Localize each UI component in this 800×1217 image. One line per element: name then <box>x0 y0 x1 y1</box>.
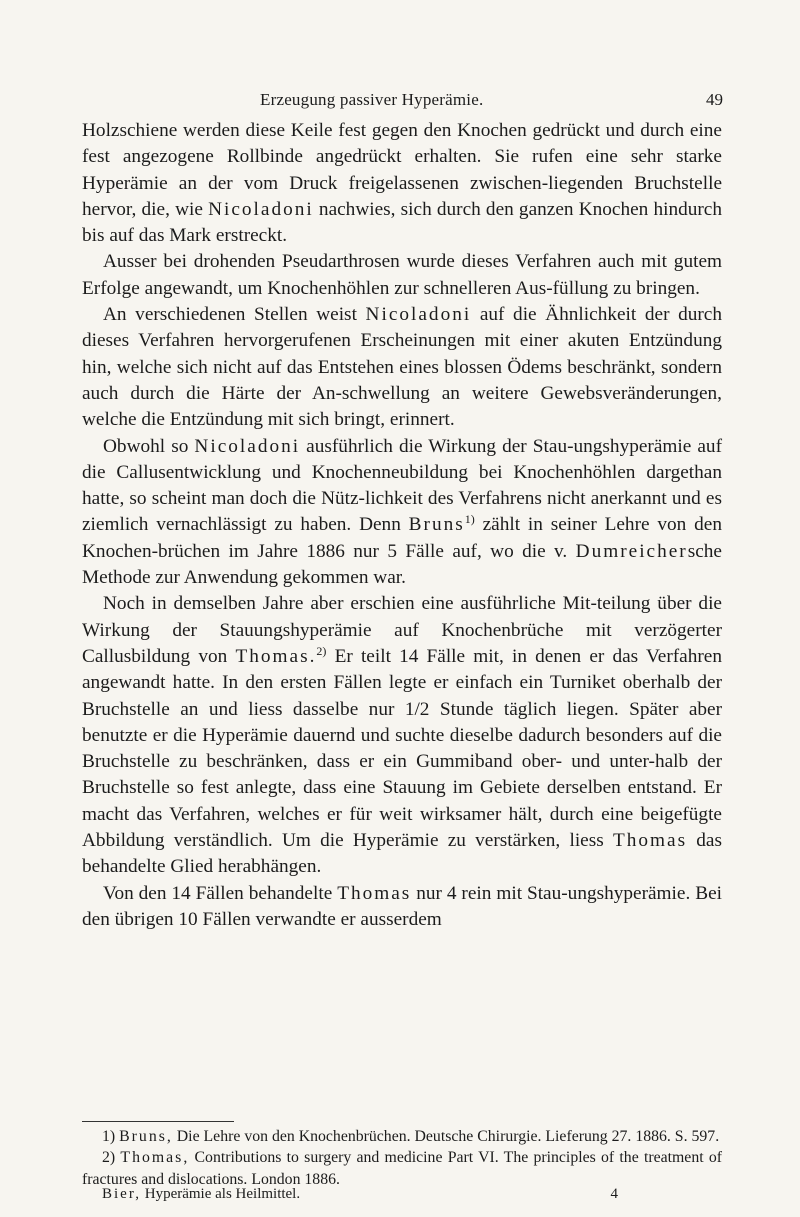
paragraph-2: Ausser bei drohenden Pseudarthrosen wurde dieses Verfahren auch mit gutem Erfolge angewandt, um Knochenhöhlen zur schnelleren Aus-füllung zu bringen. <box>82 251 722 299</box>
author-name: Thomas <box>612 830 688 852</box>
paragraph-5: Noch in demselben Jahre aber erschien eine ausführliche Mit-teilung über die Wirkung der Stauungshyperämie auf Knochenbrüche mit verzögerter Callusbildung von Thomas.$^{2)}$ Er teilt 14 Fälle mit, in denen er das Verfahren angewandt hatte. In den ersten Fällen legte er einfach ein Turniket oberhalb der Bruchstelle an und liess dasselbe nur 1/2 Stunde täglich liegen. Später aber benutzte er die Hyperämie dauernd und suchte dieselbe dadurch besonders auf die Bruchstelle zu beschränken, dass er ein Gummiband ober- und unter-halb der Bruchstelle so fest anlegte, dass eine Stauung im Gebiete derselben entstand. Er macht das Verfahren, welches er für weit wirksamer hält, durch eine beigefügte Abbildung verständlich. Um die Hyperämie zu verstärken, liess Thomas das behandelte Glied herabhängen. <box>82 593 722 878</box>
paragraph-1: Holzschiene werden diese Keile fest gegen den Knochen gedrückt und durch eine fest angezogene Rollbinde angedrückt erhalten. Sie rufen eine sehr starke Hyperämie an der vom Druck freigelassenen zwischen-liegenden Bruchstelle hervor, die, wie Nicoladoni nachwies, sich durch den ganzen Knochen hindurch bis auf das Mark erstreckt. <box>82 120 722 247</box>
author-name: Nicoladoni <box>208 198 314 220</box>
footnote-divider <box>82 1121 234 1122</box>
footnote-author: Thomas, <box>120 1149 190 1167</box>
sheet-signature <box>102 1186 722 1208</box>
signature-title: Hyperämie als Heilmittel. <box>140 1186 301 1202</box>
fraction: 1/2 <box>404 698 430 720</box>
footnote-author: Bruns, <box>119 1128 173 1145</box>
footnote-ref-1: 1) <box>464 512 475 527</box>
page-header <box>0 90 800 114</box>
footnotes <box>82 1126 722 1190</box>
paragraph-6: Von den 14 Fällen behandelte Thomas nur 4 rein mit Stau-ungshyperämie. Bei den übrigen 10 Fällen verwandte er ausserdem <box>82 882 722 930</box>
author-name: Dumreicher <box>575 540 688 562</box>
sheet-number: 4 <box>610 1186 618 1202</box>
footnote-2: 2) Thomas, Contributions to surgery and medicine Part VI. The principles of the treatment of fractures and dislocations. London 1886. <box>82 1149 723 1188</box>
author-name: Bruns <box>408 514 465 536</box>
paragraph-4: Obwohl so Nicoladoni ausführlich die Wirkung der Stau-ungshyperämie auf die Callusentwicklung und Knochenneubildung bei Knochenhöhlen dargethan hatte, so scheint man doch die Nütz-lichkeit des Verfahrens nicht anerkannt und es ziemlich vernachlässigt zu haben. Denn Bruns$^{1)}$ zählt in seiner Lehre von den Knochen-brüchen im Jahre 1886 nur 5 Fälle auf, wo die v. Dumreichersche Methode zur Anwendung gekommen war. <box>82 435 722 589</box>
body-text <box>82 118 722 933</box>
footnote-ref-2: 2) <box>316 643 327 658</box>
running-title: Erzeugung passiver Hyperämie. <box>260 90 484 109</box>
author-name: Thomas <box>337 882 412 904</box>
author-name: Thomas. <box>235 645 317 667</box>
paragraph-3: An verschiedenen Stellen weist Nicoladoni auf die Ähnlichkeit der durch dieses Verfahren hervorgerufenen Erscheinungen mit einer akuten Entzündung hin, welche sich nicht auf das Entstehen eines blossen Ödems beschränkt, sondern auch durch die Härte der An-schwellung an weitere Gewebsveränderungen, welche die Entzündung mit sich bringt, erinnert. <box>82 304 722 431</box>
signature-author: Bier, <box>102 1186 141 1202</box>
author-name: Nicoladoni <box>194 435 301 457</box>
page-number: 49 <box>706 90 723 109</box>
footnote-1: 1) Bruns, Die Lehre von den Knochenbrüchen. Deutsche Chirurgie. Lieferung 27. 1886. S. 597. <box>102 1128 720 1145</box>
author-name: Nicoladoni <box>365 304 472 326</box>
